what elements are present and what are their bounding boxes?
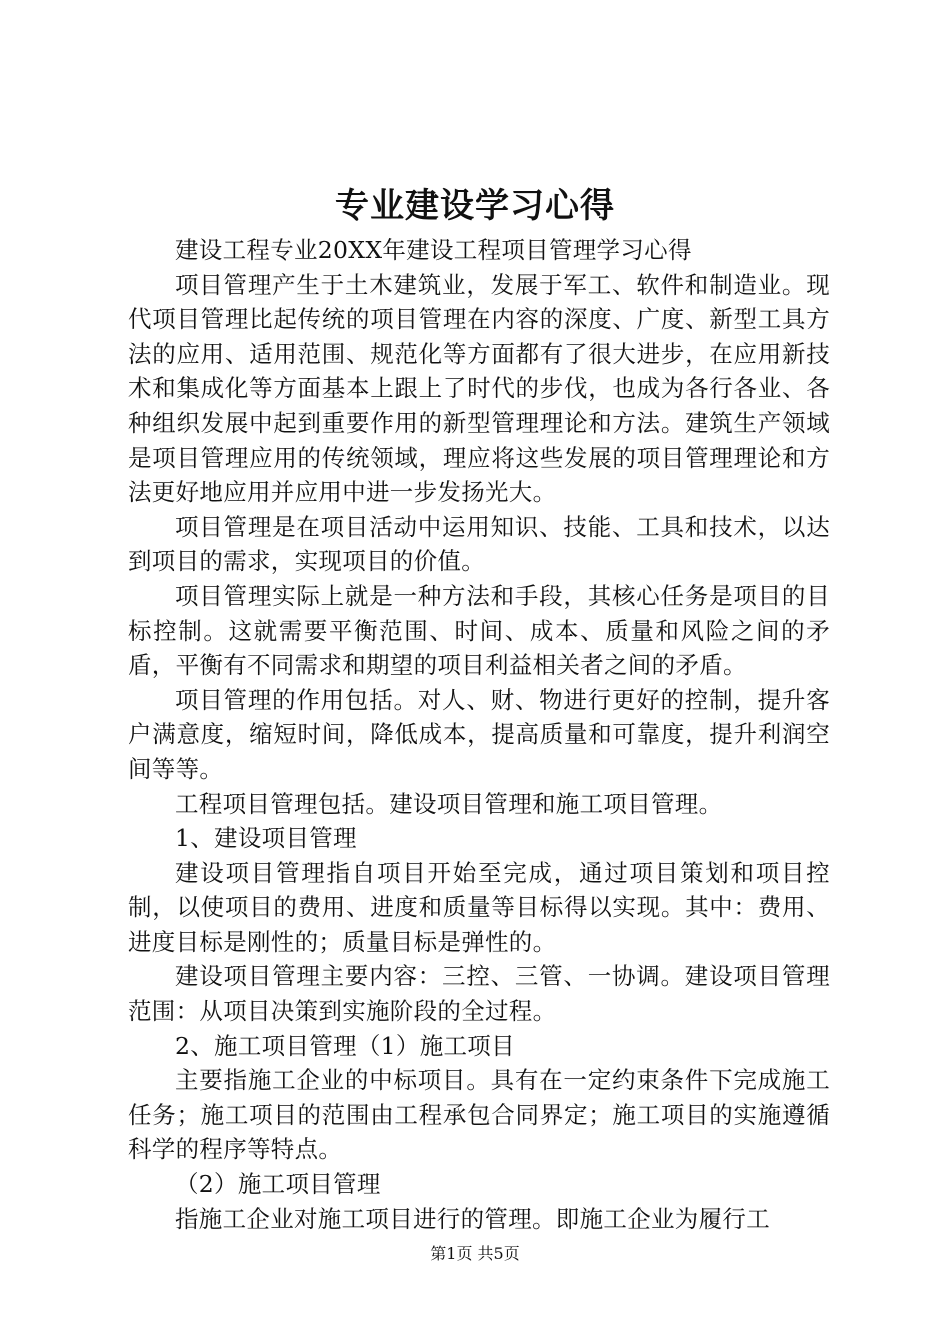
paragraph: 项目管理实际上就是一种方法和手段，其核心任务是项目的目标控制。这就需要平衡范围、时间、成本、质量和风险之间的矛盾，平衡有不同需求和期望的项目利益相关者之间的矛盾。 <box>128 581 830 680</box>
paragraph: 主要指施工企业的中标项目。具有在一定约束条件下完成施工任务；施工项目的范围由工程承包合同界定；施工项目的实施遵循科学的程序等特点。 <box>128 1066 830 1164</box>
section-heading: 2、施工项目管理（1）施工项目 <box>175 1031 515 1060</box>
paragraph: 工程项目管理包括。建设项目管理和施工项目管理。 <box>175 789 723 818</box>
paragraph: 项目管理产生于土木建筑业，发展于军工、软件和制造业。现代项目管理比起传统的项目管理在内容的深度、广度、新型工具方法的应用、适用范围、规范化等方面都有了很大进步，在应用新技术和集成化等方面基本上跟上了时代的步伐，也成为各行各业、各种组织发展中起到重要作用的新型管理理论和方法。建筑生产领域是项目管理应用的传统领域，理应将这些发展的项目管理理论和方法更好地应用并应用中进一步发扬光大。 <box>128 270 830 507</box>
section-heading: 1、建设项目管理 <box>175 824 357 853</box>
paragraph-subtitle: 建设工程专业20XX年建设工程项目管理学习心得 <box>175 236 692 264</box>
paragraph: 指施工企业对施工项目进行的管理。即施工企业为履行工 <box>175 1204 770 1233</box>
paragraph: 项目管理是在项目活动中运用知识、技能、工具和技术，以达到项目的需求，实现项目的价值。 <box>128 512 830 576</box>
subsection-heading: （2）施工项目管理 <box>175 1170 381 1199</box>
page-number-footer: 第1页 共5页 <box>430 1244 520 1263</box>
document-title: 专业建设学习心得 <box>335 186 615 226</box>
paragraph: 建设项目管理主要内容：三控、三管、一协调。建设项目管理范围：从项目决策到实施阶段的全过程。 <box>128 962 830 1026</box>
paragraph: 项目管理的作用包括。对人、财、物进行更好的控制，提升客户满意度，缩短时间，降低成本，提高质量和可靠度，提升利润空间等等。 <box>128 685 830 783</box>
paragraph: 建设项目管理指自项目开始至完成，通过项目策划和项目控制，以使项目的费用、进度和质量等目标得以实现。其中：费用、进度目标是刚性的；质量目标是弹性的。 <box>128 858 830 956</box>
document-body <box>128 233 830 1236</box>
